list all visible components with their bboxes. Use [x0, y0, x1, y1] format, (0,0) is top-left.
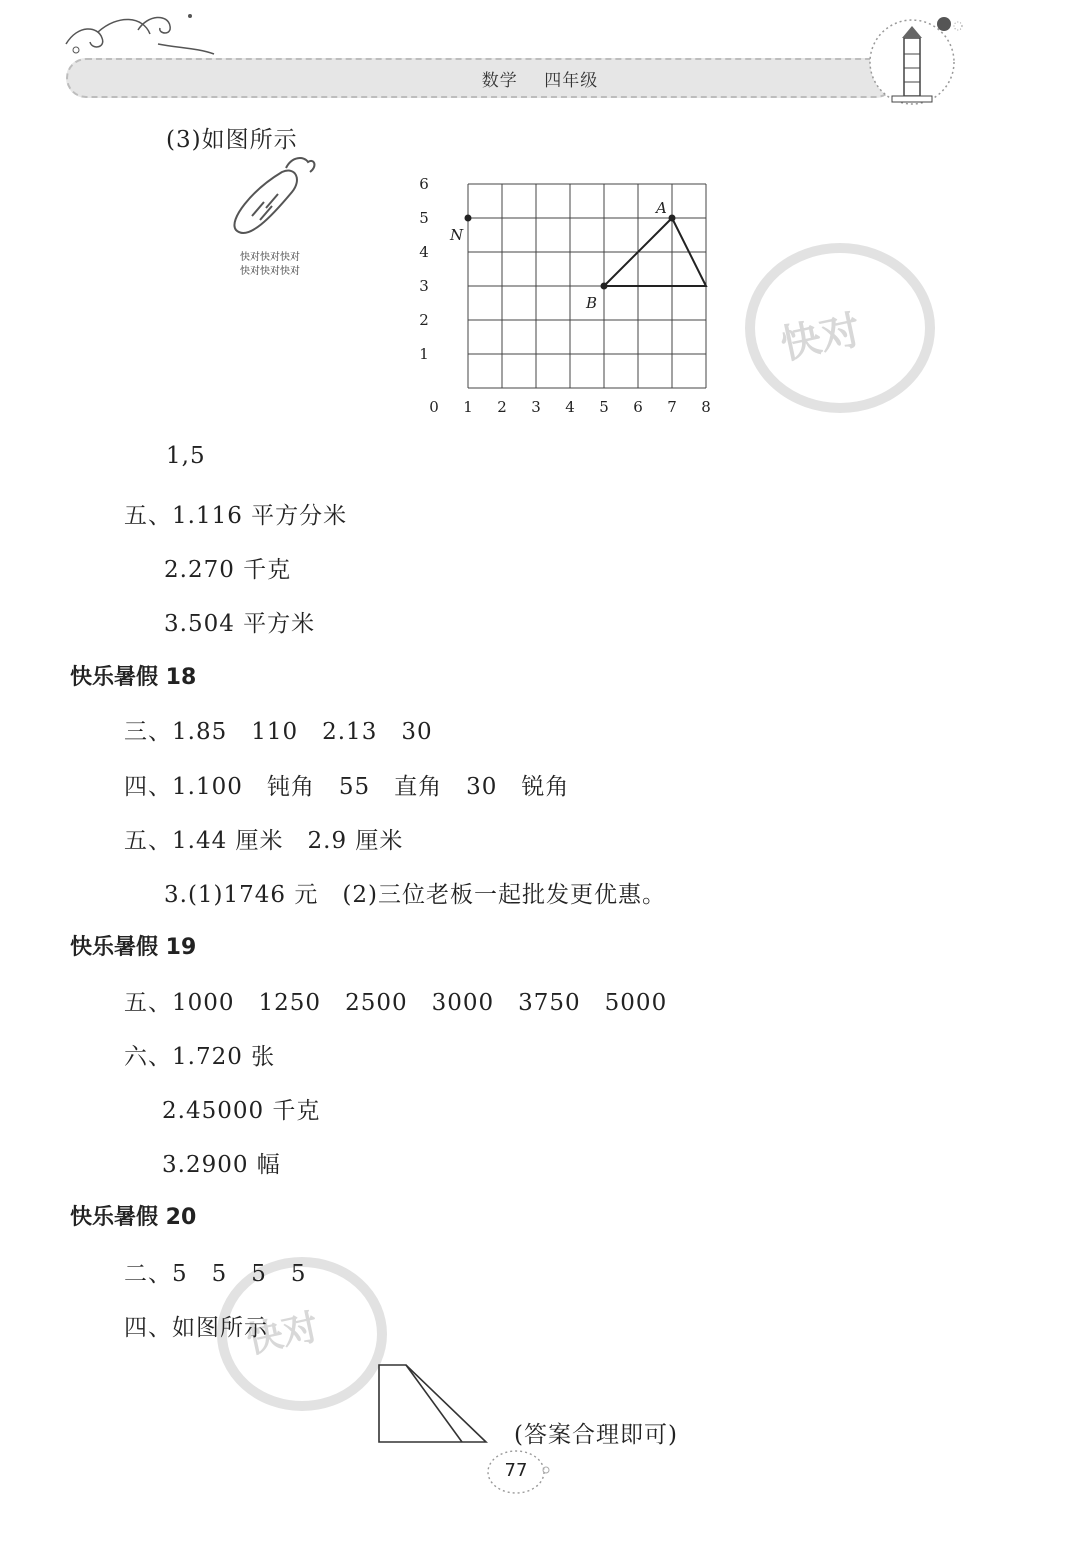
coordinate-grid-chart — [410, 172, 730, 422]
point-label-A: A — [656, 199, 667, 217]
x-tick-label-2: 2 — [497, 398, 507, 416]
answer-line-5-1: 五、1.116 平方分米 — [124, 503, 348, 529]
x-tick-label-7: 7 — [667, 398, 677, 416]
answer-line-20-4: 四、如图所示 — [124, 1315, 268, 1341]
y-tick-label-3: 3 — [419, 277, 429, 295]
point-label-B: B — [586, 294, 598, 312]
answer-line-19-6-1: 六、1.720 张 — [124, 1044, 276, 1070]
watermark-stamp-right — [740, 228, 940, 428]
watermark-text-right: 快对 — [776, 307, 865, 369]
y-tick-label-6: 6 — [419, 175, 429, 193]
trapezoid-figure — [372, 1360, 498, 1448]
wave-decoration — [58, 4, 218, 58]
point-label-N: N — [450, 226, 464, 244]
answer-line-20-2: 二、5 5 5 5 — [124, 1261, 307, 1287]
page-number: 77 — [504, 1460, 528, 1481]
x-tick-label-6: 6 — [633, 398, 643, 416]
section-title-20: 快乐暑假 20 — [70, 1205, 197, 1230]
section-title-18: 快乐暑假 18 — [70, 665, 197, 690]
y-tick-label-4: 4 — [419, 243, 429, 261]
y-tick-label-1: 1 — [419, 345, 429, 363]
answer-line-coords: 1,5 — [166, 443, 206, 469]
lighthouse-icon — [862, 10, 982, 110]
y-tick-label-5: 5 — [419, 209, 429, 227]
x-tick-label-1: 1 — [463, 398, 473, 416]
point-A — [669, 215, 676, 222]
carrot-label — [224, 251, 316, 279]
x-tick-label-4: 4 — [565, 398, 575, 416]
answer-line-5-2: 2.270 千克 — [164, 557, 292, 583]
carrot-label-line-1: 快对快对快对 — [240, 252, 300, 263]
answer-line-19-6-3: 3.2900 幅 — [162, 1152, 281, 1178]
x-tick-label-5: 5 — [599, 398, 609, 416]
header-subject: 数学 — [481, 71, 518, 91]
answer-line-18-3: 三、1.85 110 2.13 30 — [124, 719, 433, 745]
point-B — [601, 283, 608, 290]
x-tick-label-3: 3 — [531, 398, 541, 416]
answer-note: (答案合理即可) — [514, 1422, 678, 1448]
trapezoid-divider — [406, 1365, 462, 1442]
answer-line-18-5-3: 3.(1)1746 元 (2)三位老板一起批发更优惠。 — [164, 882, 666, 908]
y-tick-label-2: 2 — [419, 311, 429, 329]
answer-line-18-5: 五、1.44 厘米 2.9 厘米 — [124, 828, 404, 854]
point-N — [465, 215, 472, 222]
trapezoid-outline — [379, 1365, 486, 1442]
answer-line-18-4: 四、1.100 钝角 55 直角 30 锐角 — [124, 774, 570, 800]
x-tick-label-0: 0 — [429, 398, 439, 416]
answer-line-5-3: 3.504 平方米 — [164, 611, 316, 637]
carrot-label-line-2: 快对快对快对 — [240, 266, 300, 277]
section-title-19: 快乐暑假 19 — [70, 935, 197, 960]
header-grade: 四年级 — [544, 71, 599, 91]
answer-line-19-6-2: 2.45000 千克 — [162, 1098, 321, 1124]
x-tick-label-8: 8 — [701, 398, 711, 416]
answer-line-19-5: 五、1000 1250 2500 3000 3750 5000 — [124, 990, 668, 1016]
watermark-text-bottom: 快对 — [243, 1306, 323, 1362]
carrot-logo-icon — [222, 150, 322, 250]
answer-line-3-figure: (3)如图所示 — [166, 127, 298, 153]
